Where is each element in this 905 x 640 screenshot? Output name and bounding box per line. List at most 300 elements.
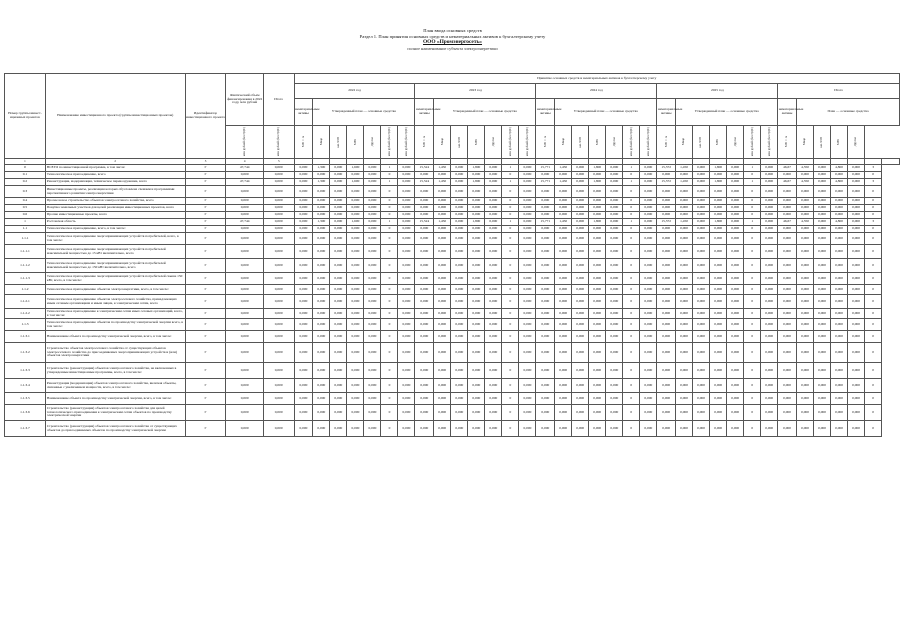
row-value: 0,000	[485, 219, 502, 226]
row-value: 0,000	[519, 198, 536, 205]
row-value: 0,000	[761, 405, 778, 421]
row-value: 0,000	[761, 205, 778, 212]
row-value: 0	[623, 212, 640, 219]
row-value: 0	[744, 319, 761, 331]
row-value: 0,000	[727, 379, 744, 393]
column-number: 1	[5, 159, 46, 165]
row-value: 0,000	[555, 285, 572, 295]
col-header-year: 2024 год	[536, 84, 657, 99]
row-value: 0,000	[657, 273, 676, 285]
row-project-id: Г	[185, 245, 226, 259]
row-value: 0,000	[519, 233, 536, 245]
row-value: 15,524	[415, 219, 434, 226]
row-value: 0,000	[727, 205, 744, 212]
row-value: 1,800	[710, 165, 727, 172]
row-value: 0,000	[294, 212, 313, 219]
row-value: 0	[744, 172, 761, 179]
row-value: 0,000	[434, 343, 451, 363]
row-number: 1.1.3.1	[5, 331, 46, 343]
row-value: 0,000	[606, 226, 623, 233]
row-value: 0,000	[848, 363, 865, 379]
row-value: 0,000	[710, 363, 727, 379]
row-value: 0,000	[796, 363, 813, 379]
row-project-name: Покупка земельных участков для целей реализации инвестиционных проектов, всего	[45, 205, 185, 212]
row-value: 0,000	[451, 343, 468, 363]
row-value: 1	[502, 165, 519, 172]
row-value: 0,000	[485, 331, 502, 343]
row-value: 0,000	[519, 343, 536, 363]
row-value: 0,000	[415, 343, 434, 363]
row-value: 0,000	[294, 226, 313, 233]
row-value: 0,000	[693, 393, 710, 405]
row-value: 0,000	[796, 205, 813, 212]
row-value: 0	[502, 295, 519, 309]
row-value: 0	[502, 233, 519, 245]
table-row	[5, 219, 900, 226]
row-value: 0,000	[398, 331, 415, 343]
row-value: 0,000	[364, 186, 381, 198]
row-value: 0,000	[814, 245, 831, 259]
row-value: 0,000	[519, 393, 536, 405]
row-value: 0,000	[693, 165, 710, 172]
row-value: 0,000	[710, 259, 727, 273]
row-value: 0,000	[640, 179, 657, 186]
row-value: 0,000	[606, 285, 623, 295]
row-value: 4,350	[796, 219, 813, 226]
row-value: 0,000	[415, 273, 434, 285]
row-value: 0,000	[555, 363, 572, 379]
row-value: 0,000	[434, 273, 451, 285]
row-value: 0,000	[451, 205, 468, 212]
row-value: 0,000	[468, 343, 485, 363]
row-value: 0,000	[434, 245, 451, 259]
col-header-nma: нематериальные активы	[778, 99, 797, 126]
row-value: 0,000	[468, 245, 485, 259]
row-value: 0	[865, 405, 882, 421]
row-value: 1,450	[434, 165, 451, 172]
col-header-group: Принятие основных средств и нематериальных активов к бухгалтерскому учету	[294, 74, 899, 84]
row-value: 0,000	[451, 405, 468, 421]
row-value: 0,000	[640, 331, 657, 343]
col-header-unit: млн рублей (без НДС)	[640, 126, 657, 159]
col-header-unit: км ЛЭП	[693, 126, 710, 159]
row-value: 0,000	[263, 172, 294, 179]
row-value: 0	[623, 259, 640, 273]
row-value: 0,000	[710, 205, 727, 212]
row-value: 0,000	[657, 319, 676, 331]
row-value: 0,000	[572, 198, 589, 205]
row-value: 0,000	[657, 186, 676, 198]
row-value: 0,000	[796, 405, 813, 421]
row-value: 15,524	[415, 165, 434, 172]
row-value: 0	[865, 205, 882, 212]
row-value: 0,000	[536, 186, 555, 198]
row-value: 0,000	[451, 421, 468, 437]
row-value: 0,000	[347, 295, 364, 309]
row-value: 0,000	[848, 212, 865, 219]
row-value: 0,000	[294, 273, 313, 285]
row-value: 0	[865, 379, 882, 393]
row-value: 0,000	[519, 259, 536, 273]
row-project-id: Г	[185, 393, 226, 405]
row-value: 0,000	[848, 245, 865, 259]
row-value: 0,000	[347, 421, 364, 437]
row-value: 0,000	[313, 186, 330, 198]
row-project-name: Строительство (реконструкция) объектов электросетевого хозяйства, не включенных в утвержденные инвестиционные программы, всего, в том числе:	[45, 363, 185, 379]
row-value: 0	[502, 309, 519, 319]
row-value: 0,000	[796, 393, 813, 405]
row-value: 0	[502, 205, 519, 212]
row-value: 0,000	[330, 421, 347, 437]
row-project-id: Г	[185, 205, 226, 212]
row-value: 0,000	[519, 273, 536, 285]
row-value: 0,000	[226, 212, 263, 219]
row-value: 0,000	[364, 421, 381, 437]
col-header-status: Утвержденный план — основные средства	[676, 99, 778, 126]
row-value: 0,000	[536, 226, 555, 233]
row-value: 0	[502, 226, 519, 233]
row-value: 0,000	[434, 295, 451, 309]
row-value: 0,000	[451, 273, 468, 285]
row-value: 0,000	[589, 205, 606, 212]
row-value: 47,744	[226, 165, 263, 172]
row-value: 0,000	[710, 226, 727, 233]
row-value: 0,000	[451, 165, 468, 172]
row-value: 0,000	[676, 405, 693, 421]
row-value: 0,000	[727, 212, 744, 219]
col-header-unit: МВ×А	[294, 126, 313, 159]
row-value: 0,000	[657, 295, 676, 309]
row-value: 0,000	[294, 165, 313, 172]
row-value: 0	[865, 233, 882, 245]
row-value: 0,000	[330, 343, 347, 363]
row-value: 0,000	[263, 331, 294, 343]
row-value: 0,000	[640, 343, 657, 363]
row-value: 0,000	[814, 226, 831, 233]
row-value: 0,000	[485, 172, 502, 179]
row-project-id: Г	[185, 219, 226, 226]
row-value: 0,000	[330, 233, 347, 245]
row-value: 0	[623, 186, 640, 198]
col-header-unit: млн рублей (без НДС)	[519, 126, 536, 159]
row-value: 0,000	[536, 233, 555, 245]
row-value: 3	[865, 165, 882, 172]
table-row	[5, 186, 900, 198]
row-value: 0,000	[451, 295, 468, 309]
row-value: 0	[502, 319, 519, 331]
col-header-unit: Мвар	[796, 126, 813, 159]
row-value: 0,000	[226, 421, 263, 437]
row-value: 0,000	[398, 343, 415, 363]
row-value: 0,000	[640, 259, 657, 273]
row-value: 0,000	[434, 363, 451, 379]
row-project-id: Г	[185, 212, 226, 219]
row-value: 0,000	[468, 331, 485, 343]
row-value: 0,000	[415, 393, 434, 405]
row-value: 0,000	[693, 245, 710, 259]
row-value: 1,800	[468, 179, 485, 186]
row-value: 0,000	[778, 186, 797, 198]
row-value: 1	[502, 179, 519, 186]
row-value: 0,000	[485, 226, 502, 233]
row-value: 0,000	[263, 295, 294, 309]
table-row	[5, 343, 900, 363]
row-project-id: Г	[185, 285, 226, 295]
row-value: 0,000	[710, 379, 727, 393]
row-value: 0,000	[226, 343, 263, 363]
row-project-name: Технологическое присоединение объектов электроэнергетики, всего, в том числе:	[45, 285, 185, 295]
col-header-status: Утвержденный план — основные средства	[313, 99, 415, 126]
row-value: 0,000	[330, 226, 347, 233]
row-value: 0,000	[572, 273, 589, 285]
row-value: 0,000	[313, 259, 330, 273]
row-value: 0,000	[294, 245, 313, 259]
row-value: 0,000	[640, 165, 657, 172]
row-value: 0,000	[710, 212, 727, 219]
row-project-name: Строительство (реконструкция) объектов электросетевого хозяйства от существующих объектов до присоединяемых объектов по производству электрической энергии	[45, 421, 185, 437]
row-value: 0,000	[676, 421, 693, 437]
row-number: 1.1.2	[5, 285, 46, 295]
row-value: 0,000	[831, 285, 848, 295]
row-value: 0,000	[451, 393, 468, 405]
row-value: 0,000	[555, 273, 572, 285]
row-value: 0,000	[536, 379, 555, 393]
row-value: 0,000	[848, 226, 865, 233]
row-value: 0,000	[676, 393, 693, 405]
row-value: 0,000	[313, 205, 330, 212]
row-value: 0,000	[313, 393, 330, 405]
row-value: 0,000	[451, 309, 468, 319]
row-value: 0,000	[398, 165, 415, 172]
row-value: 0	[381, 421, 398, 437]
row-number: 1.1.3.7	[5, 421, 46, 437]
table-row	[5, 421, 900, 437]
row-value: 0	[381, 273, 398, 285]
row-value: 0,000	[572, 259, 589, 273]
row-value: 0,000	[796, 233, 813, 245]
row-value: 0	[381, 245, 398, 259]
row-value: 0,000	[294, 259, 313, 273]
row-value: 0,000	[451, 172, 468, 179]
row-value: 0,000	[778, 233, 797, 245]
row-value: 0,000	[814, 393, 831, 405]
row-value: 0,000	[727, 259, 744, 273]
col-header-status: Утвержденный план — основные средства	[555, 99, 657, 126]
row-value: 0,000	[485, 295, 502, 309]
row-value: 0	[744, 186, 761, 198]
table-row	[5, 405, 900, 421]
row-value: 0,000	[330, 285, 347, 295]
row-value: 0	[865, 259, 882, 273]
row-value: 0,000	[606, 295, 623, 309]
row-value: 0,000	[555, 186, 572, 198]
row-value: 0,000	[796, 226, 813, 233]
row-value: 0,000	[761, 179, 778, 186]
row-value: 0,000	[398, 259, 415, 273]
row-value: 0,000	[415, 198, 434, 205]
row-value: 0,000	[485, 179, 502, 186]
row-value: 0,000	[761, 233, 778, 245]
row-value: 0,000	[415, 295, 434, 309]
row-value: 0,000	[263, 343, 294, 363]
row-value: 0,000	[727, 295, 744, 309]
row-value: 0,000	[657, 172, 676, 179]
row-value: 0,000	[347, 226, 364, 233]
table-row	[5, 179, 900, 186]
row-value: 0,000	[294, 379, 313, 393]
row-value: 0,000	[313, 331, 330, 343]
row-number: 0.3	[5, 186, 46, 198]
row-number: 1.1	[5, 226, 46, 233]
row-value: 0,000	[398, 226, 415, 233]
row-value: 1,600	[347, 219, 364, 226]
row-value: 0,000	[727, 233, 744, 245]
row-value: 0,000	[519, 405, 536, 421]
row-value: 0,000	[451, 285, 468, 295]
row-value: 0,000	[693, 343, 710, 363]
row-value: 0,000	[640, 172, 657, 179]
row-value: 0,000	[761, 309, 778, 319]
row-value: 0,000	[263, 421, 294, 437]
row-number: 1.1.3.2	[5, 343, 46, 363]
row-value: 0,000	[398, 172, 415, 179]
section-title: Раздел 1. План принятия основных средств и нематериальных активов к бухгалтерскому учету	[359, 34, 546, 39]
row-value: 15,524	[415, 179, 434, 186]
row-value: 0,000	[572, 343, 589, 363]
row-value: 0	[381, 343, 398, 363]
row-value: 0,000	[848, 219, 865, 226]
row-value: 0	[623, 245, 640, 259]
row-value: 0,000	[398, 405, 415, 421]
row-value: 0,000	[796, 295, 813, 309]
row-value: 0,000	[676, 205, 693, 212]
row-value: 0,000	[796, 421, 813, 437]
row-value: 0,000	[434, 212, 451, 219]
row-value: 0	[623, 363, 640, 379]
row-value: 0,000	[848, 179, 865, 186]
row-value: 0,000	[519, 205, 536, 212]
col-header-unit: Другое	[848, 126, 865, 159]
row-value: 0,000	[778, 172, 797, 179]
table-row	[5, 393, 900, 405]
row-value: 0	[381, 379, 398, 393]
row-value: 0,000	[572, 245, 589, 259]
row-value: 0,000	[606, 273, 623, 285]
row-value: 0,000	[814, 319, 831, 331]
row-value: 0,000	[434, 205, 451, 212]
row-value: 0,000	[485, 186, 502, 198]
col-header-unit: МВ×А	[657, 126, 676, 159]
row-value: 0,000	[761, 343, 778, 363]
row-value: 0	[865, 363, 882, 379]
row-value: 0,000	[778, 331, 797, 343]
row-value: 0,000	[364, 319, 381, 331]
row-value: 0,000	[313, 233, 330, 245]
row-value: 0	[623, 421, 640, 437]
row-value: 0,000	[727, 343, 744, 363]
row-value: 0,000	[364, 172, 381, 179]
row-value: 4,800	[831, 219, 848, 226]
col-header-project-id: Идентификатор инвестиционного проекта	[185, 74, 226, 159]
row-number: 1.1.2.2	[5, 309, 46, 319]
row-value: 0,000	[313, 198, 330, 205]
row-value: 0,000	[693, 405, 710, 421]
row-value: 0,000	[572, 285, 589, 295]
row-value: 0,000	[848, 273, 865, 285]
row-value: 0,000	[572, 363, 589, 379]
row-value: 0,000	[693, 198, 710, 205]
row-value: 0,000	[294, 405, 313, 421]
row-value: 0,000	[263, 219, 294, 226]
row-value: 0,000	[294, 172, 313, 179]
row-value: 0,000	[778, 245, 797, 259]
row-value: 0	[623, 233, 640, 245]
row-value: 0,000	[330, 219, 347, 226]
row-value: 15,372	[657, 179, 676, 186]
row-value: 1,450	[676, 219, 693, 226]
row-value: 0,000	[676, 226, 693, 233]
row-value: 47,744	[226, 179, 263, 186]
row-value: 0,000	[693, 172, 710, 179]
row-value: 0,000	[761, 186, 778, 198]
row-value: 0,000	[294, 363, 313, 379]
col-header-fact-cost: Фактический объем финансирования в 2022 году, млн рублей	[226, 74, 263, 126]
row-value: 0,000	[451, 219, 468, 226]
row-value: 0	[865, 295, 882, 309]
row-value: 0,000	[485, 259, 502, 273]
row-value: 0,000	[606, 198, 623, 205]
row-value: 0,000	[778, 205, 797, 212]
row-value: 0	[865, 319, 882, 331]
row-value: 0,000	[796, 172, 813, 179]
row-value: 0,000	[451, 363, 468, 379]
row-value: 0,000	[294, 309, 313, 319]
row-value: 0,000	[555, 233, 572, 245]
row-value: 0,000	[555, 212, 572, 219]
row-value: 0,000	[347, 212, 364, 219]
row-value: 0,000	[263, 259, 294, 273]
row-value: 0	[623, 172, 640, 179]
row-value: 0,000	[263, 319, 294, 331]
row-value: 0,000	[468, 259, 485, 273]
row-value: 0,000	[693, 259, 710, 273]
col-header-status: План — основные средства	[796, 99, 899, 126]
row-value: 0,000	[848, 285, 865, 295]
row-value: 0,000	[555, 379, 572, 393]
row-value: 0,000	[313, 226, 330, 233]
table-row	[5, 285, 900, 295]
row-value: 0,000	[294, 219, 313, 226]
row-value: 0,000	[831, 393, 848, 405]
row-value: 0,000	[485, 205, 502, 212]
row-value: 0,000	[572, 295, 589, 309]
column-number	[882, 159, 900, 165]
row-value: 0,000	[761, 393, 778, 405]
row-value: 1	[502, 219, 519, 226]
row-value: 0	[623, 393, 640, 405]
row-value: 1,450	[434, 179, 451, 186]
row-value: 0,000	[398, 179, 415, 186]
row-value: 0,000	[676, 212, 693, 219]
row-value: 0,000	[451, 179, 468, 186]
row-value: 0,000	[294, 421, 313, 437]
row-value: 0,000	[727, 172, 744, 179]
row-value: 0,000	[415, 363, 434, 379]
row-value: 1,800	[710, 179, 727, 186]
col-header-status: Утвержденный план — основные средства	[434, 99, 536, 126]
row-value: 1	[744, 219, 761, 226]
row-value: 0,000	[727, 179, 744, 186]
